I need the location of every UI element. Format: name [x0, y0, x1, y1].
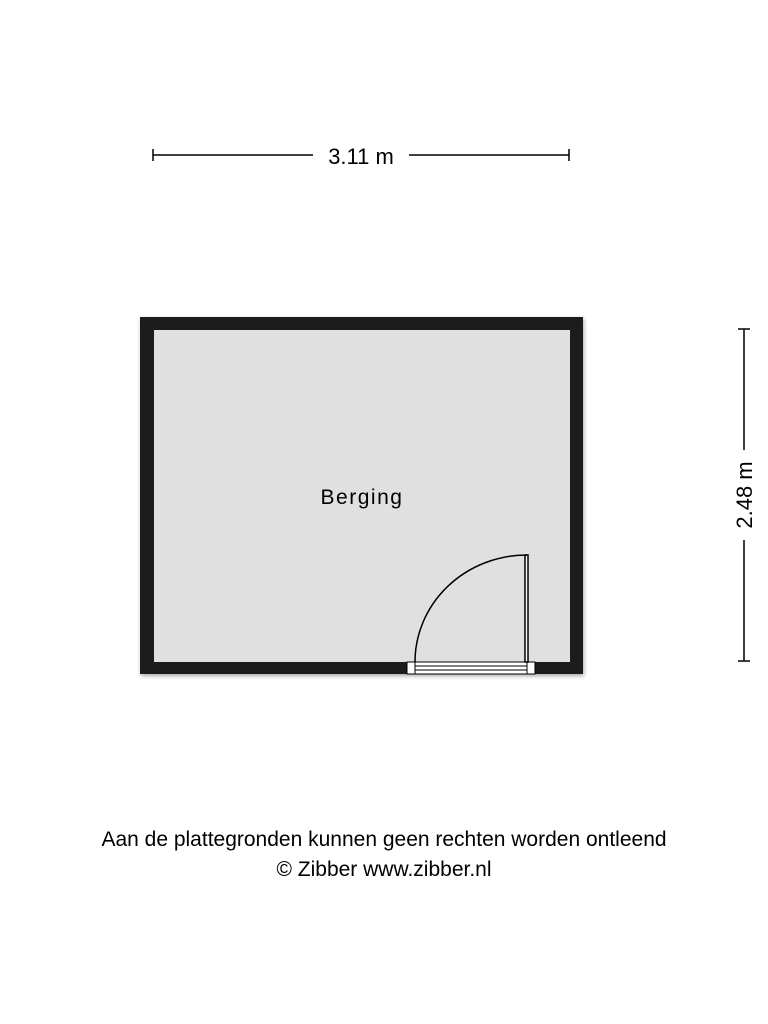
room-berging: [140, 317, 583, 674]
room-label: Berging: [320, 486, 404, 509]
height-dimension: [732, 329, 757, 661]
door-opening: [407, 662, 535, 674]
door-jamb-left: [407, 662, 415, 674]
door-leaf: [525, 555, 528, 662]
door-jamb-right: [527, 662, 535, 674]
width-dimension: [153, 144, 569, 169]
height-dimension-label: 2.48 m: [732, 461, 757, 529]
footer-disclaimer: Aan de plattegronden kunnen geen rechten worden ontleend: [101, 828, 667, 851]
footer-credit: © Zibber www.zibber.nl: [276, 858, 492, 881]
width-dimension-label: 3.11 m: [328, 144, 394, 169]
